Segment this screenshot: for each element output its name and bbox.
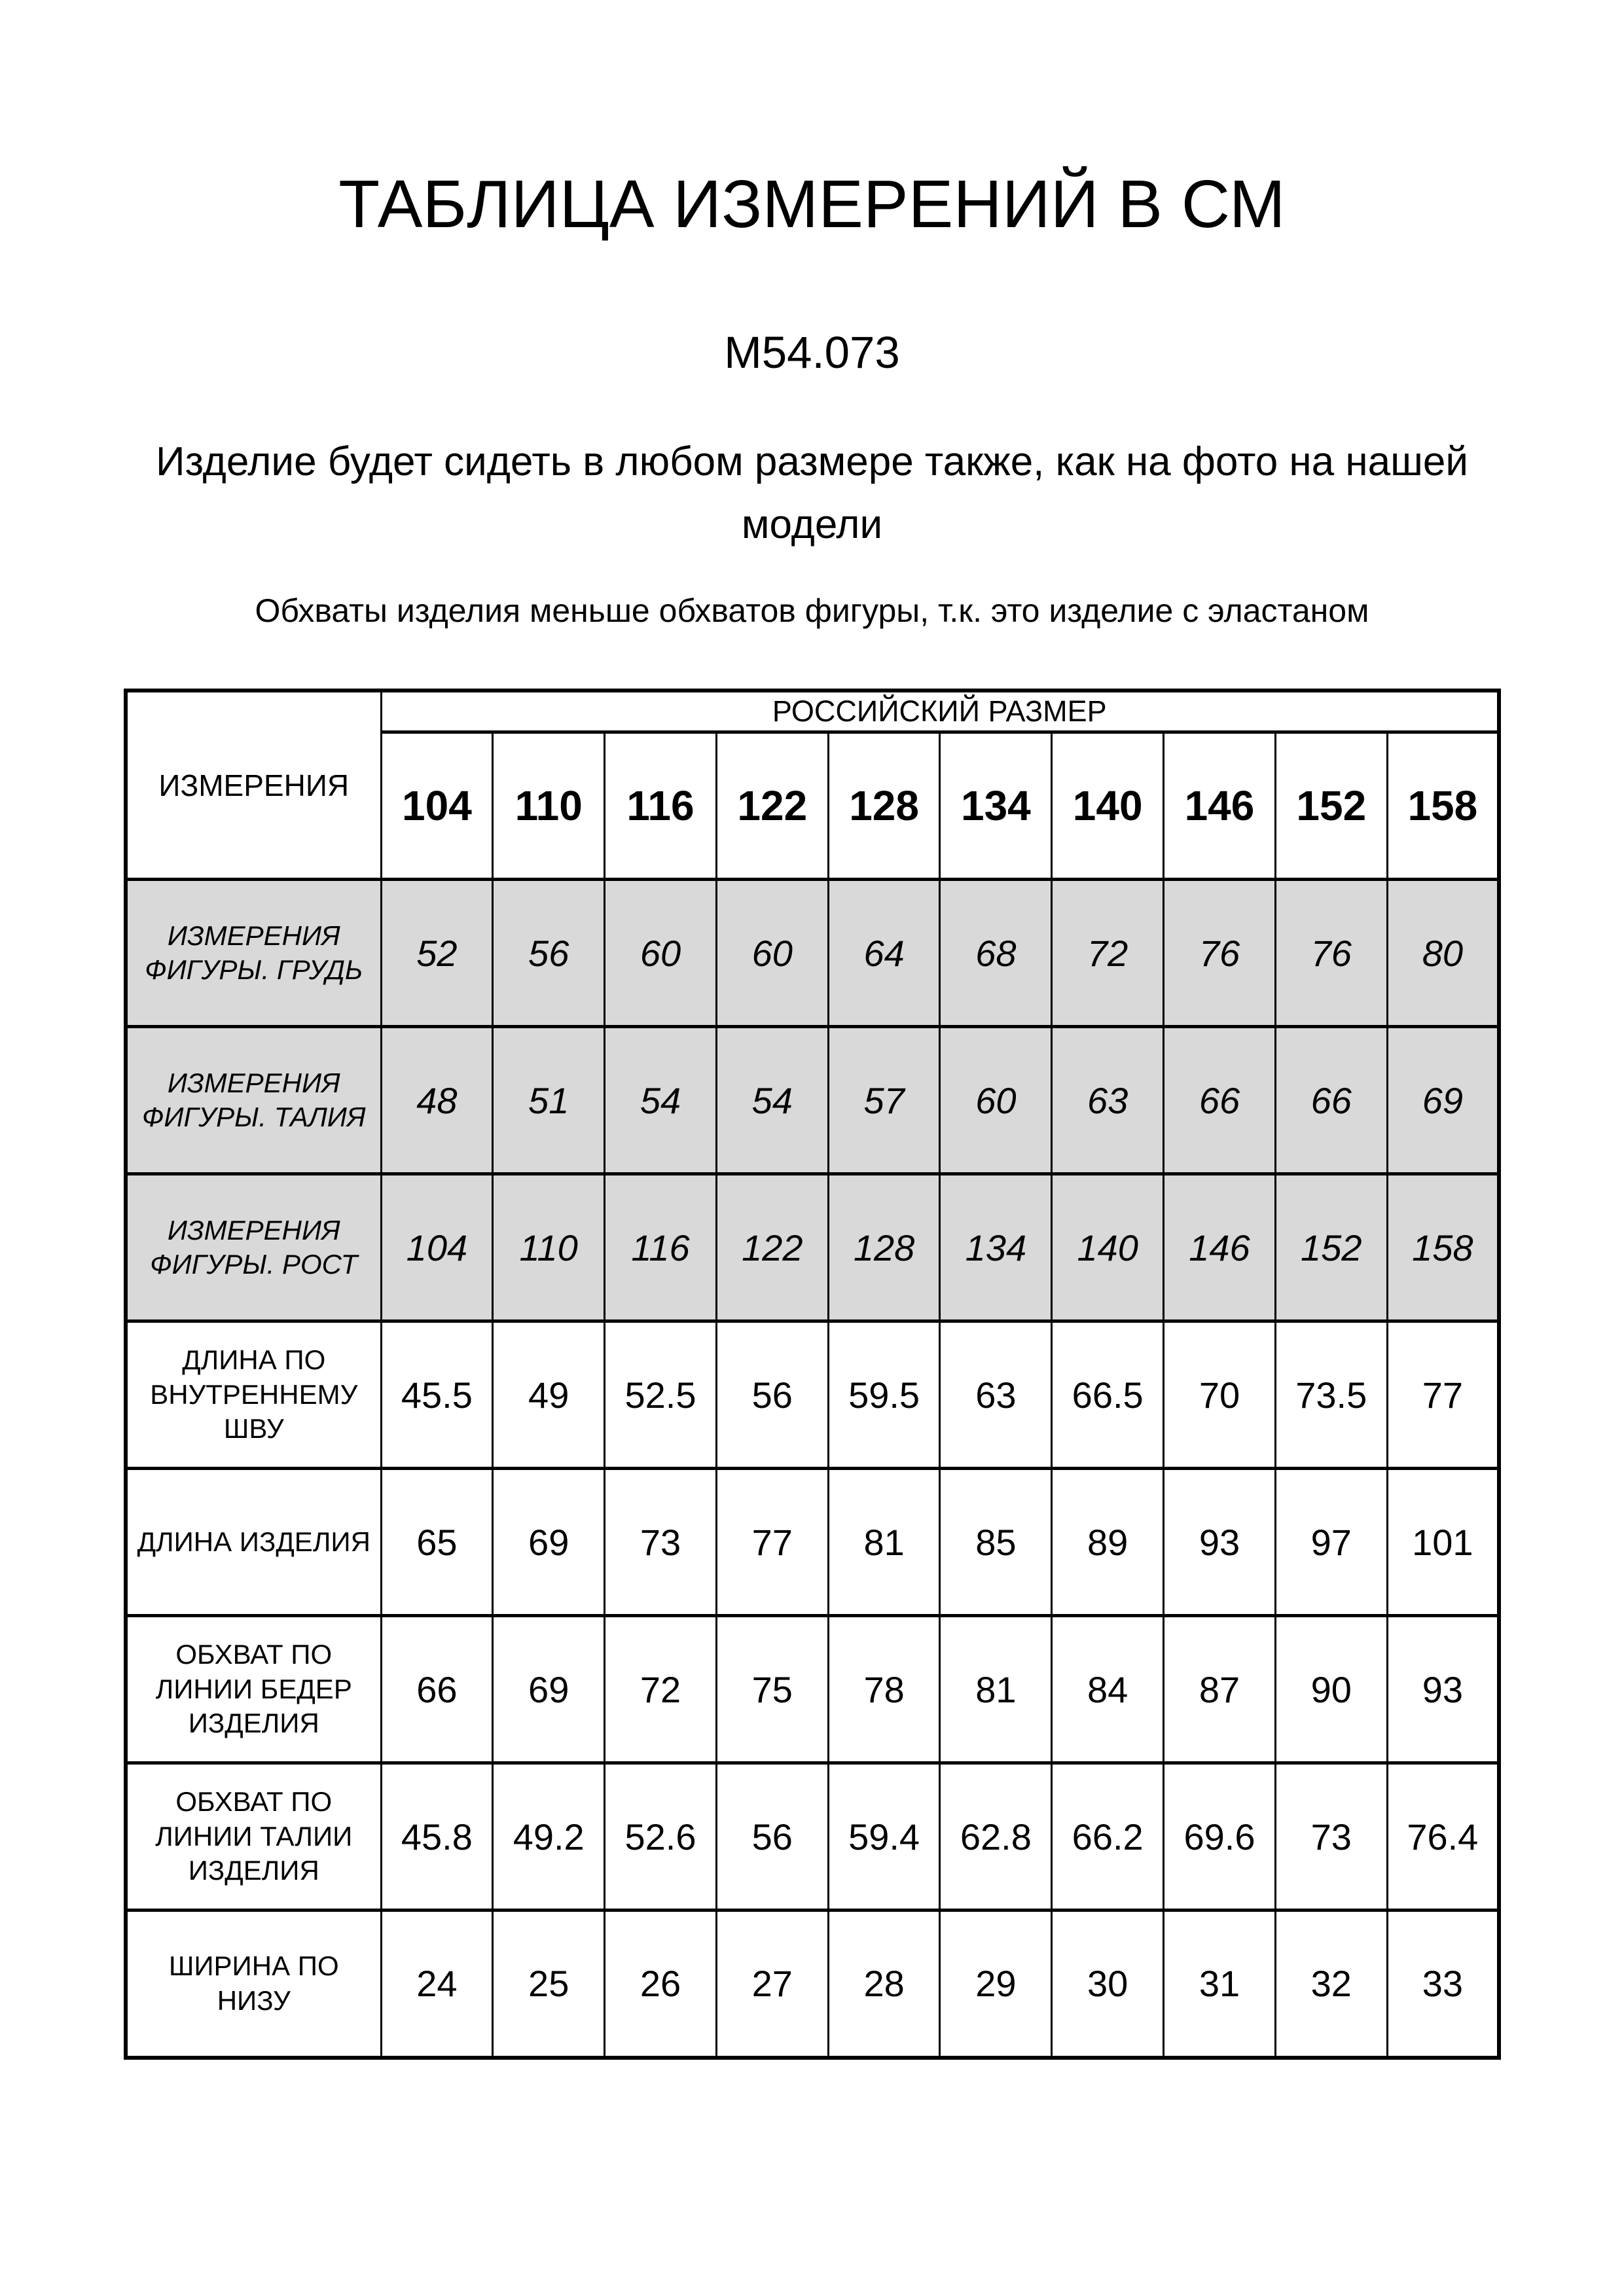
value-cell: 25 — [493, 1910, 605, 2058]
value-cell: 31 — [1164, 1910, 1276, 2058]
value-cell: 54 — [716, 1027, 828, 1174]
value-cell: 66.5 — [1052, 1321, 1164, 1469]
value-cell: 78 — [828, 1616, 940, 1763]
table-body — [126, 880, 1499, 2058]
value-cell: 75 — [716, 1616, 828, 1763]
value-cell: 27 — [716, 1910, 828, 2058]
value-cell: 76 — [1164, 880, 1276, 1027]
size-group-header: РОССИЙСКИЙ РАЗМЕР — [381, 691, 1499, 732]
value-cell: 63 — [940, 1321, 1052, 1469]
value-cell: 28 — [828, 1910, 940, 2058]
value-cell: 69 — [493, 1469, 605, 1616]
table-header — [126, 691, 1499, 880]
value-cell: 65 — [381, 1469, 493, 1616]
size-header: 116 — [605, 732, 717, 880]
size-header: 152 — [1275, 732, 1387, 880]
table-row — [126, 1616, 1499, 1763]
row-label: ОБХВАТ ПО ЛИНИИ БЕДЕР ИЗДЕЛИЯ — [126, 1616, 381, 1763]
value-cell: 73 — [1275, 1763, 1387, 1910]
value-cell: 90 — [1275, 1616, 1387, 1763]
corner-header: ИЗМЕРЕНИЯ — [126, 691, 381, 880]
value-cell: 56 — [493, 880, 605, 1027]
value-cell: 69.6 — [1164, 1763, 1276, 1910]
value-cell: 84 — [1052, 1616, 1164, 1763]
row-label: ИЗМЕРЕНИЯ ФИГУРЫ. ТАЛИЯ — [126, 1027, 381, 1174]
size-header: 128 — [828, 732, 940, 880]
value-cell: 101 — [1387, 1469, 1499, 1616]
value-cell: 80 — [1387, 880, 1499, 1027]
value-cell: 140 — [1052, 1174, 1164, 1321]
value-cell: 45.5 — [381, 1321, 493, 1469]
value-cell: 52.6 — [605, 1763, 717, 1910]
value-cell: 49 — [493, 1321, 605, 1469]
value-cell: 60 — [716, 880, 828, 1027]
value-cell: 66 — [381, 1616, 493, 1763]
value-cell: 87 — [1164, 1616, 1276, 1763]
row-label: ДЛИНА ИЗДЕЛИЯ — [126, 1469, 381, 1616]
table-row — [126, 1910, 1499, 2058]
value-cell: 93 — [1164, 1469, 1276, 1616]
value-cell: 62.8 — [940, 1763, 1052, 1910]
value-cell: 51 — [493, 1027, 605, 1174]
value-cell: 116 — [605, 1174, 717, 1321]
value-cell: 110 — [493, 1174, 605, 1321]
value-cell: 76 — [1275, 880, 1387, 1027]
value-cell: 45.8 — [381, 1763, 493, 1910]
row-label: ОБХВАТ ПО ЛИНИИ ТАЛИИ ИЗДЕЛИЯ — [126, 1763, 381, 1910]
row-label: ИЗМЕРЕНИЯ ФИГУРЫ. ГРУДЬ — [126, 880, 381, 1027]
fit-note: Изделие будет сидеть в любом размере также, как на фото на нашей модели — [156, 439, 1468, 548]
value-cell: 128 — [828, 1174, 940, 1321]
value-cell: 70 — [1164, 1321, 1276, 1469]
row-label: ИЗМЕРЕНИЯ ФИГУРЫ. РОСТ — [126, 1174, 381, 1321]
value-cell: 69 — [493, 1616, 605, 1763]
value-cell: 63 — [1052, 1027, 1164, 1174]
value-cell: 76.4 — [1387, 1763, 1499, 1910]
value-cell: 69 — [1387, 1027, 1499, 1174]
value-cell: 52.5 — [605, 1321, 717, 1469]
value-cell: 85 — [940, 1469, 1052, 1616]
size-header: 146 — [1164, 732, 1276, 880]
table-row — [126, 1027, 1499, 1174]
value-cell: 68 — [940, 880, 1052, 1027]
value-cell: 66.2 — [1052, 1763, 1164, 1910]
size-header: 134 — [940, 732, 1052, 880]
value-cell: 59.4 — [828, 1763, 940, 1910]
table-row — [126, 1469, 1499, 1616]
row-label: ШИРИНА ПО НИЗУ — [126, 1910, 381, 2058]
value-cell: 97 — [1275, 1469, 1387, 1616]
value-cell: 104 — [381, 1174, 493, 1321]
elastane-note: Обхваты изделия меньше обхватов фигуры, т.к. это изделие с эластаном — [255, 592, 1369, 629]
size-header: 122 — [716, 732, 828, 880]
value-cell: 77 — [716, 1469, 828, 1616]
table-row — [126, 880, 1499, 1027]
value-cell: 77 — [1387, 1321, 1499, 1469]
size-header: 158 — [1387, 732, 1499, 880]
value-cell: 146 — [1164, 1174, 1276, 1321]
measurements-table — [124, 689, 1501, 2060]
model-number: М54.073 — [724, 327, 900, 378]
value-cell: 56 — [716, 1763, 828, 1910]
value-cell: 73 — [605, 1469, 717, 1616]
value-cell: 54 — [605, 1027, 717, 1174]
size-group-row — [126, 691, 1499, 732]
value-cell: 32 — [1275, 1910, 1387, 2058]
value-cell: 81 — [828, 1469, 940, 1616]
page-title: ТАБЛИЦА ИЗМЕРЕНИЙ В СМ — [338, 166, 1286, 242]
value-cell: 64 — [828, 880, 940, 1027]
value-cell: 49.2 — [493, 1763, 605, 1910]
value-cell: 57 — [828, 1027, 940, 1174]
row-label: ДЛИНА ПО ВНУТРЕННЕМУ ШВУ — [126, 1321, 381, 1469]
value-cell: 93 — [1387, 1616, 1499, 1763]
value-cell: 60 — [605, 880, 717, 1027]
table-row — [126, 1321, 1499, 1469]
value-cell: 30 — [1052, 1910, 1164, 2058]
value-cell: 29 — [940, 1910, 1052, 2058]
value-cell: 24 — [381, 1910, 493, 2058]
value-cell: 48 — [381, 1027, 493, 1174]
value-cell: 26 — [605, 1910, 717, 2058]
value-cell: 72 — [605, 1616, 717, 1763]
value-cell: 152 — [1275, 1174, 1387, 1321]
value-cell: 81 — [940, 1616, 1052, 1763]
value-cell: 56 — [716, 1321, 828, 1469]
value-cell: 158 — [1387, 1174, 1499, 1321]
value-cell: 60 — [940, 1027, 1052, 1174]
size-header: 110 — [493, 732, 605, 880]
value-cell: 89 — [1052, 1469, 1164, 1616]
value-cell: 52 — [381, 880, 493, 1027]
value-cell: 66 — [1164, 1027, 1276, 1174]
value-cell: 122 — [716, 1174, 828, 1321]
table-row — [126, 1174, 1499, 1321]
value-cell: 134 — [940, 1174, 1052, 1321]
value-cell: 59.5 — [828, 1321, 940, 1469]
value-cell: 72 — [1052, 880, 1164, 1027]
size-header: 104 — [381, 732, 493, 880]
size-header: 140 — [1052, 732, 1164, 880]
table-row — [126, 1763, 1499, 1910]
value-cell: 66 — [1275, 1027, 1387, 1174]
value-cell: 33 — [1387, 1910, 1499, 2058]
value-cell: 73.5 — [1275, 1321, 1387, 1469]
